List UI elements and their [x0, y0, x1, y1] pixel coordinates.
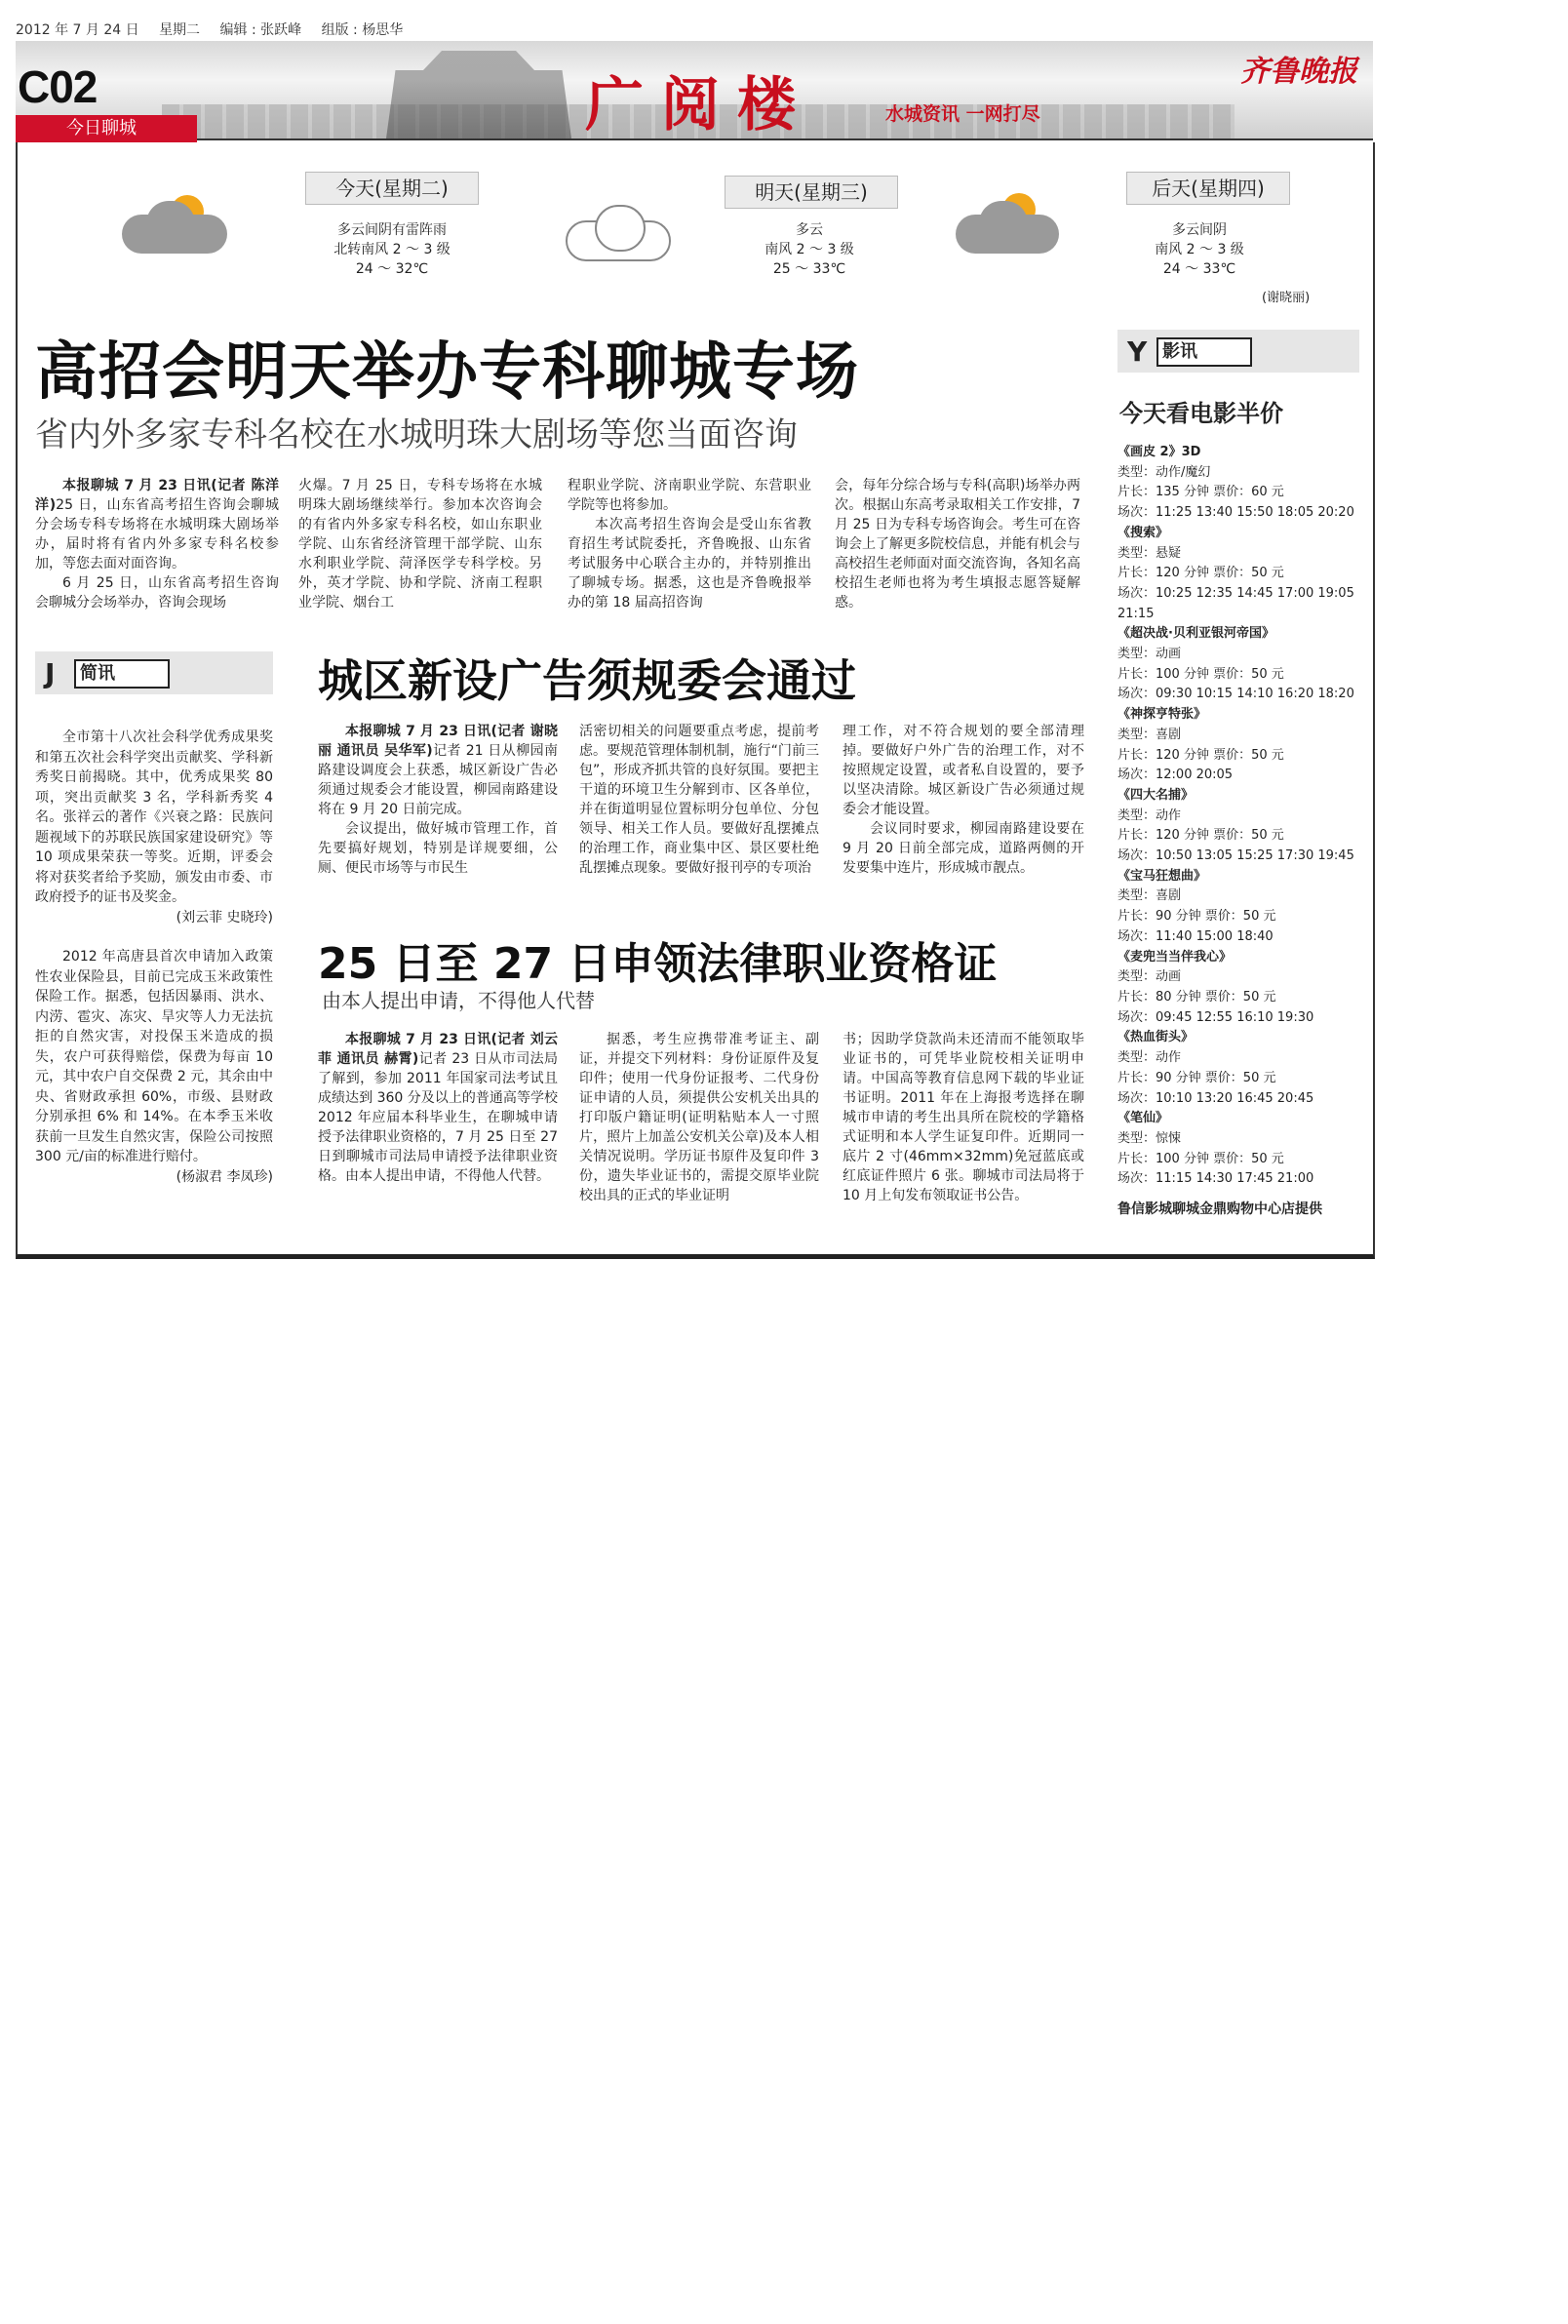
- article-column: [835, 476, 1080, 612]
- issue-layout: 组版 : 杨思华: [321, 22, 404, 38]
- movie-detail: 场次：11:15 14:30 17:45 21:00: [1117, 1171, 1314, 1187]
- weather-temp: 24 ～ 33℃: [1162, 261, 1236, 277]
- weather-credit: (谢晓丽): [1262, 291, 1311, 305]
- movie-detail: 场次：11:40 15:00 18:40: [1117, 928, 1274, 944]
- article-column: [35, 476, 279, 612]
- weather-day-info: [712, 220, 907, 279]
- article-text: 会议提出，做好城市管理工作，首先要搞好规划，特别是详规要细，公厕、便民市场等与市民生: [318, 821, 558, 876]
- article-headline: 高招会明天举办专科聊城专场: [35, 336, 859, 409]
- movie-detail: 片长：120 分钟 票价：50 元: [1117, 828, 1284, 844]
- movie-detail: 场次：10:50 13:05 15:25 17:30 19:45: [1117, 848, 1354, 864]
- movie-detail: 类型：动作: [1117, 807, 1182, 823]
- weather-day-label: 今天(星期二): [305, 172, 479, 205]
- article-column: [568, 476, 811, 612]
- movies-header: [1117, 330, 1359, 373]
- movies-label: 影讯: [1156, 337, 1252, 367]
- movie-detail: 类型：喜剧: [1117, 727, 1182, 742]
- movie-detail: 场次：09:30 10:15 14:10 16:20 18:20: [1117, 687, 1354, 702]
- movies-title: 今天看电影半价: [1119, 400, 1283, 427]
- brief-column: [35, 728, 273, 1187]
- movie-title: 《笔仙》: [1117, 1111, 1169, 1126]
- movie-detail: 21:15: [1117, 606, 1155, 621]
- weather-day-label: 后天(星期四): [1126, 172, 1290, 205]
- movie-detail: 类型：动画: [1117, 647, 1182, 662]
- movie-title: 《画皮 2》3D: [1117, 445, 1201, 459]
- movie-title: 《四大名捕》: [1117, 787, 1195, 803]
- article-subheadline: 省内外多家专科名校在水城明珠大剧场等您当面咨询: [35, 415, 798, 454]
- issue-info: [16, 20, 418, 39]
- movie-detail: 场次：10:10 13:20 16:45 20:45: [1117, 1090, 1314, 1106]
- tower-graphic: [386, 41, 571, 138]
- cloudy-icon: [566, 201, 673, 259]
- paper-logo: 齐鲁晚报: [1240, 55, 1357, 89]
- article-text: 记者 23 日从市司法局了解到，参加 2011 年国家司法考试且成绩达到 360 分及以上的普通高等学校 2012 年应届本科毕业生，在聊城申请授予法律职业资格的，7 月 25 日至 27 日到聊城市司法局申请授予法律职业资格。由本人提出申请，不得他人代替。: [318, 1051, 559, 1184]
- weather-day-info: [1102, 220, 1297, 279]
- movie-detail: 类型：动作: [1117, 1050, 1182, 1066]
- page-brand: 广阅楼: [585, 71, 813, 139]
- movie-detail: 类型：动作/魔幻: [1117, 464, 1211, 480]
- brief-item: 全市第十八次社会科学优秀成果奖和第五次社会科学突出贡献奖、学科新秀奖日前揭晓。其中，优秀成果奖 80 项，突出贡献奖 3 名，学科新秀奖 4 名。张祥云的著作《兴衰之路：民族问题视域下的苏联民族国家建设研究》等 10 项成果荣获一等奖。近期，评委会将对获奖者给予奖励，颁发由市委、市政府授予的证书及奖金。: [35, 729, 273, 905]
- movie-detail: 场次：11:25 13:40 15:50 18:05 20:20: [1117, 505, 1354, 521]
- movie-title: 《热血街头》: [1117, 1030, 1195, 1045]
- movie-detail: 片长：80 分钟 票价：50 元: [1117, 989, 1276, 1004]
- partly-cloudy-icon: [122, 191, 229, 250]
- article-column: [579, 722, 819, 878]
- weather-wind: 南风 2 ～ 3 级: [764, 242, 854, 257]
- article-byline: 本报聊城 7 月 23 日讯(记者 谢晓丽 通讯员 吴华军): [318, 724, 558, 759]
- weather-desc: 多云间阴: [1172, 222, 1227, 238]
- movie-detail: 类型：动画: [1117, 969, 1182, 985]
- weather-wind: 南风 2 ～ 3 级: [1155, 242, 1244, 257]
- weather-desc: 多云间阴有雷阵雨: [337, 222, 447, 238]
- article-column: [843, 722, 1084, 878]
- movie-detail: 类型：悬疑: [1117, 545, 1182, 561]
- movie-listing: [1117, 443, 1361, 1190]
- article-column: [318, 1030, 558, 1186]
- section-tab: 今日聊城: [16, 115, 197, 142]
- article-text: 书；因助学贷款尚未还清而不能领取毕业证书的，可凭毕业院校相关证明申请。中国高等教育信息网下载的毕业证书证明。2011 年在上海报考选择在聊城市申请的考生出具所在院校的学籍格式证明和本人学生证复印件。近期同一底片 2 寸(46mm×32mm)免冠蓝底或红底证件照片 6 张。聊城市司法局将于 10 月上旬发布领取证书公告。: [843, 1032, 1084, 1203]
- movie-detail: 类型：喜剧: [1117, 888, 1182, 904]
- weather-day-label: 明天(星期三): [725, 176, 898, 209]
- movie-title: 《搜索》: [1117, 525, 1169, 540]
- weather-temp: 25 ～ 33℃: [772, 261, 846, 277]
- weather-temp: 24 ～ 32℃: [355, 261, 429, 277]
- article-byline: 本报聊城 7 月 23 日讯(记者 陈洋洋): [35, 478, 279, 513]
- article-column: [579, 1030, 819, 1205]
- page-tagline: 水城资讯 一网打尽: [885, 103, 1040, 125]
- movie-title: 《麦兜当当伴我心》: [1117, 949, 1233, 965]
- article-column: [298, 476, 542, 612]
- issue-editor: 编辑 : 张跃峰: [219, 22, 302, 38]
- article-text: 据悉，考生应携带准考证主、副证，并提交下列材料：身份证原件及复印件；使用一代身份证报考、二代身份证申请的人员，须提供公安机关出具的打印版户籍证明(证明粘贴本人一寸照片，照片上加盖公安机关公章)及本人相关情况说明。学历证书原件及复印件 3 份，遗失毕业证书的，需提交原毕业院校出具的正式的毕业证明: [579, 1032, 819, 1203]
- movie-detail: 片长：135 分钟 票价：60 元: [1117, 485, 1284, 500]
- movie-detail: 场次：12:00 20:05: [1117, 768, 1234, 783]
- article-text: 记者 21 日从柳园南路建设调度会上获悉，城区新设广告必须通过规委会才能设置，柳园南路建设将在 9 月 20 日前完成。: [318, 743, 558, 817]
- brief-label: 简讯: [74, 659, 170, 689]
- article-headline: 25 日至 27 日申领法律职业资格证: [318, 939, 998, 989]
- movie-title: 《超决战·贝利亚银河帝国》: [1117, 626, 1274, 642]
- movie-detail: 场次：10:25 12:35 14:45 17:00 19:05: [1117, 585, 1354, 601]
- article-text: 活密切相关的问题要重点考虑，提前考虑。要规范管理体制机制，施行“门前三包”，形成齐抓共管的良好氛围。要把主干道的环境卫生分解到市、区各单位，并在街道明显位置标明分包单位、分包领导、相关工作人员。要做好乱摆摊点的治理工作，商业集中区、景区要杜绝乱摆摊点现象。要做好报刊亭的专项治: [579, 724, 819, 876]
- movies-letter: Y: [1127, 335, 1148, 368]
- movie-detail: 片长：120 分钟 票价：50 元: [1117, 747, 1284, 763]
- page-code: C02: [18, 61, 98, 112]
- movie-title: 《宝马狂想曲》: [1117, 868, 1207, 884]
- issue-weekday: 星期二: [159, 22, 201, 38]
- movie-detail: 片长：120 分钟 票价：50 元: [1117, 566, 1284, 581]
- movies-provider: 鲁信影城聊城金鼎购物中心店提供: [1117, 1201, 1322, 1217]
- weather-day-info: [294, 220, 490, 279]
- article-text: 理工作，对不符合规划的要全部清理掉。要做好户外广告的治理工作，对不按照规定设置，或者私自设置的，要予以坚决清除。城区新设广告必须通过规委会才能设置。: [843, 724, 1084, 817]
- article-text: 程职业学院、济南职业学院、东营职业学院等也将参加。: [568, 478, 811, 513]
- brief-header: [35, 651, 273, 694]
- article-text: 本次高考招生咨询会是受山东省教育招生考试院委托，齐鲁晚报、山东省考试服务中心联合主办的，并特别推出了聊城专场。据悉，这也是齐鲁晚报举办的第 18 届高招咨询: [568, 517, 811, 611]
- article-text: 会议同时要求，柳园南路建设要在 9 月 20 日前全部完成，道路两侧的开发要集中连片，形成城市靓点。: [843, 821, 1084, 876]
- weather-wind: 北转南风 2 ～ 3 级: [333, 242, 451, 257]
- brief-credit: (杨淑君 李凤珍): [176, 1168, 273, 1185]
- movie-detail: 片长：90 分钟 票价：50 元: [1117, 909, 1276, 925]
- movie-detail: 片长：100 分钟 票价：50 元: [1117, 666, 1284, 682]
- article-column: [843, 1030, 1084, 1205]
- article-column: [318, 722, 558, 878]
- article-text: 火爆。7 月 25 日，专科专场将在水城明珠大剧场继续举行。参加本次咨询会的有省内外多家专科名校，如山东职业学院、山东省经济管理干部学院、山东水利职业学院、菏泽医学专科学校。另外，英才学院、协和学院、济南工程职业学院、烟台工: [298, 478, 542, 611]
- movie-title: 《神探亨特张》: [1117, 707, 1207, 723]
- brief-item: 2012 年高唐县首次申请加入政策性农业保险县，目前已完成玉米政策性保险工作。据悉，包括因暴雨、洪水、内涝、雹灾、冻灾、旱灾等人力无法抗拒的自然灾害，对投保玉米造成的损失，农户可获得赔偿，保费为每亩 10 元，其中农户自交保费 2 元，其余由中央、省财政承担 60%，市级、县财政分别承担 6% 和 14%。在本季玉米收获前一旦发生自然灾害，保险公司按照 300 元/亩的标准进行赔付。: [35, 949, 273, 1164]
- movie-detail: 场次：09:45 12:55 16:10 19:30: [1117, 1009, 1314, 1025]
- article-subheadline: 由本人提出申请，不得他人代替: [322, 989, 595, 1012]
- movie-detail: 类型：惊悚: [1117, 1130, 1182, 1146]
- partly-cloudy-icon: [956, 191, 1063, 250]
- movie-detail: 片长：90 分钟 票价：50 元: [1117, 1070, 1276, 1085]
- brief-credit: (刘云菲 史晓玲): [176, 909, 273, 926]
- article-text: 25 日，山东省高考招生咨询会聊城分会场专科专场将在水城明珠大剧场举办，届时将有省内外多家专科名校参加，等您去面对面咨询。: [35, 497, 279, 571]
- weather-desc: 多云: [796, 222, 823, 238]
- article-headline: 城区新设广告须规委会通过: [318, 654, 856, 707]
- article-byline: 本报聊城 7 月 23 日讯(记者 刘云菲 通讯员 赫霄): [318, 1032, 558, 1067]
- issue-date: 2012 年 7 月 24 日: [16, 22, 139, 38]
- article-text: 6 月 25 日，山东省高考招生咨询会聊城分会场举办，咨询会现场: [35, 575, 279, 611]
- movie-detail: 片长：100 分钟 票价：50 元: [1117, 1151, 1284, 1166]
- article-text: 会，每年分综合场与专科(高职)场举办两次。根据山东高考录取相关工作安排，7 月 25 日为专科专场咨询会。考生可在咨询会上了解更多院校信息，并能有机会与高校招生老师面对面交流咨询，各知名高校招生老师也将为考生填报志愿答疑解惑。: [835, 478, 1080, 611]
- brief-letter: J: [45, 657, 56, 689]
